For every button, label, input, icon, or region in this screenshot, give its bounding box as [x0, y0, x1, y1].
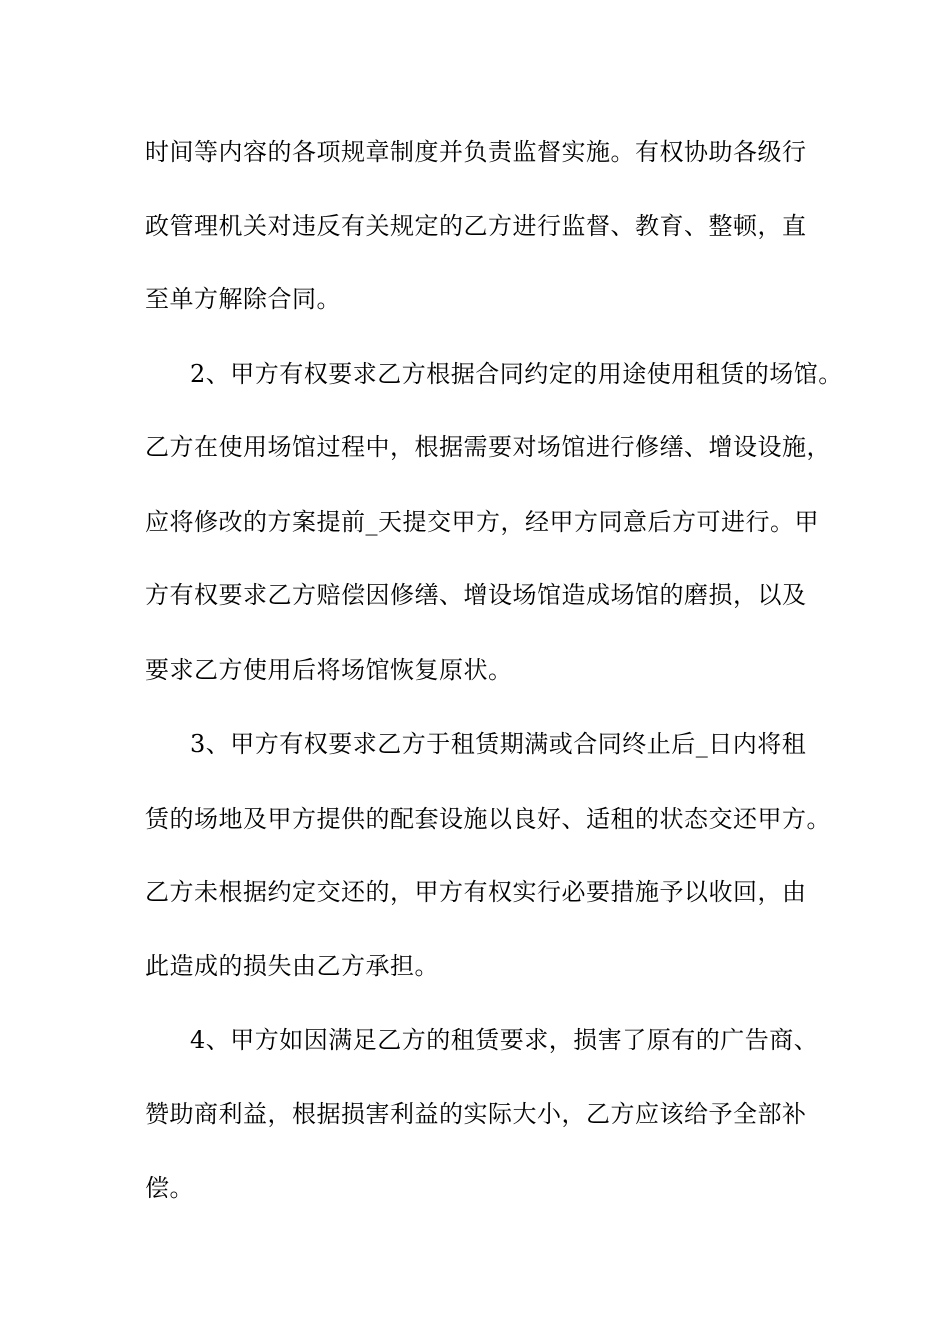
text-line: 要求乙方使用后将场馆恢复原状。 — [145, 656, 513, 684]
text-line: 此造成的损失由乙方承担。 — [145, 952, 439, 980]
text-line: 政管理机关对违反有关规定的乙方进行监督、教育、整顿，直 — [145, 212, 807, 240]
text-line: 至单方解除合同。 — [145, 285, 341, 313]
text-line: 方有权要求乙方赔偿因修缮、增设场馆造成场馆的磨损，以及 — [145, 581, 807, 609]
paragraph-2-first-line: 2、甲方有权要求乙方根据合同约定的用途使用租赁的场馆。 — [190, 360, 843, 388]
paragraph-3-first-line: 3、甲方有权要求乙方于租赁期满或合同终止后_日内将租 — [190, 730, 807, 758]
paragraph-4-first-line: 4、甲方如因满足乙方的租赁要求，损害了原有的广告商、 — [190, 1026, 819, 1054]
text-line: 乙方在使用场馆过程中，根据需要对场馆进行修缮、增设设施， — [145, 433, 831, 461]
text-line: 乙方未根据约定交还的，甲方有权实行必要措施予以收回，由 — [145, 878, 807, 906]
text-line: 赁的场地及甲方提供的配套设施以良好、适租的状态交还甲方。 — [145, 805, 831, 833]
text-line: 应将修改的方案提前_天提交甲方，经甲方同意后方可进行。甲 — [145, 508, 819, 536]
text-line: 赞助商利益，根据损害利益的实际大小，乙方应该给予全部补 — [145, 1100, 807, 1128]
text-line: 时间等内容的各项规章制度并负责监督实施。有权协助各级行 — [145, 138, 807, 166]
text-line: 偿。 — [145, 1174, 194, 1202]
